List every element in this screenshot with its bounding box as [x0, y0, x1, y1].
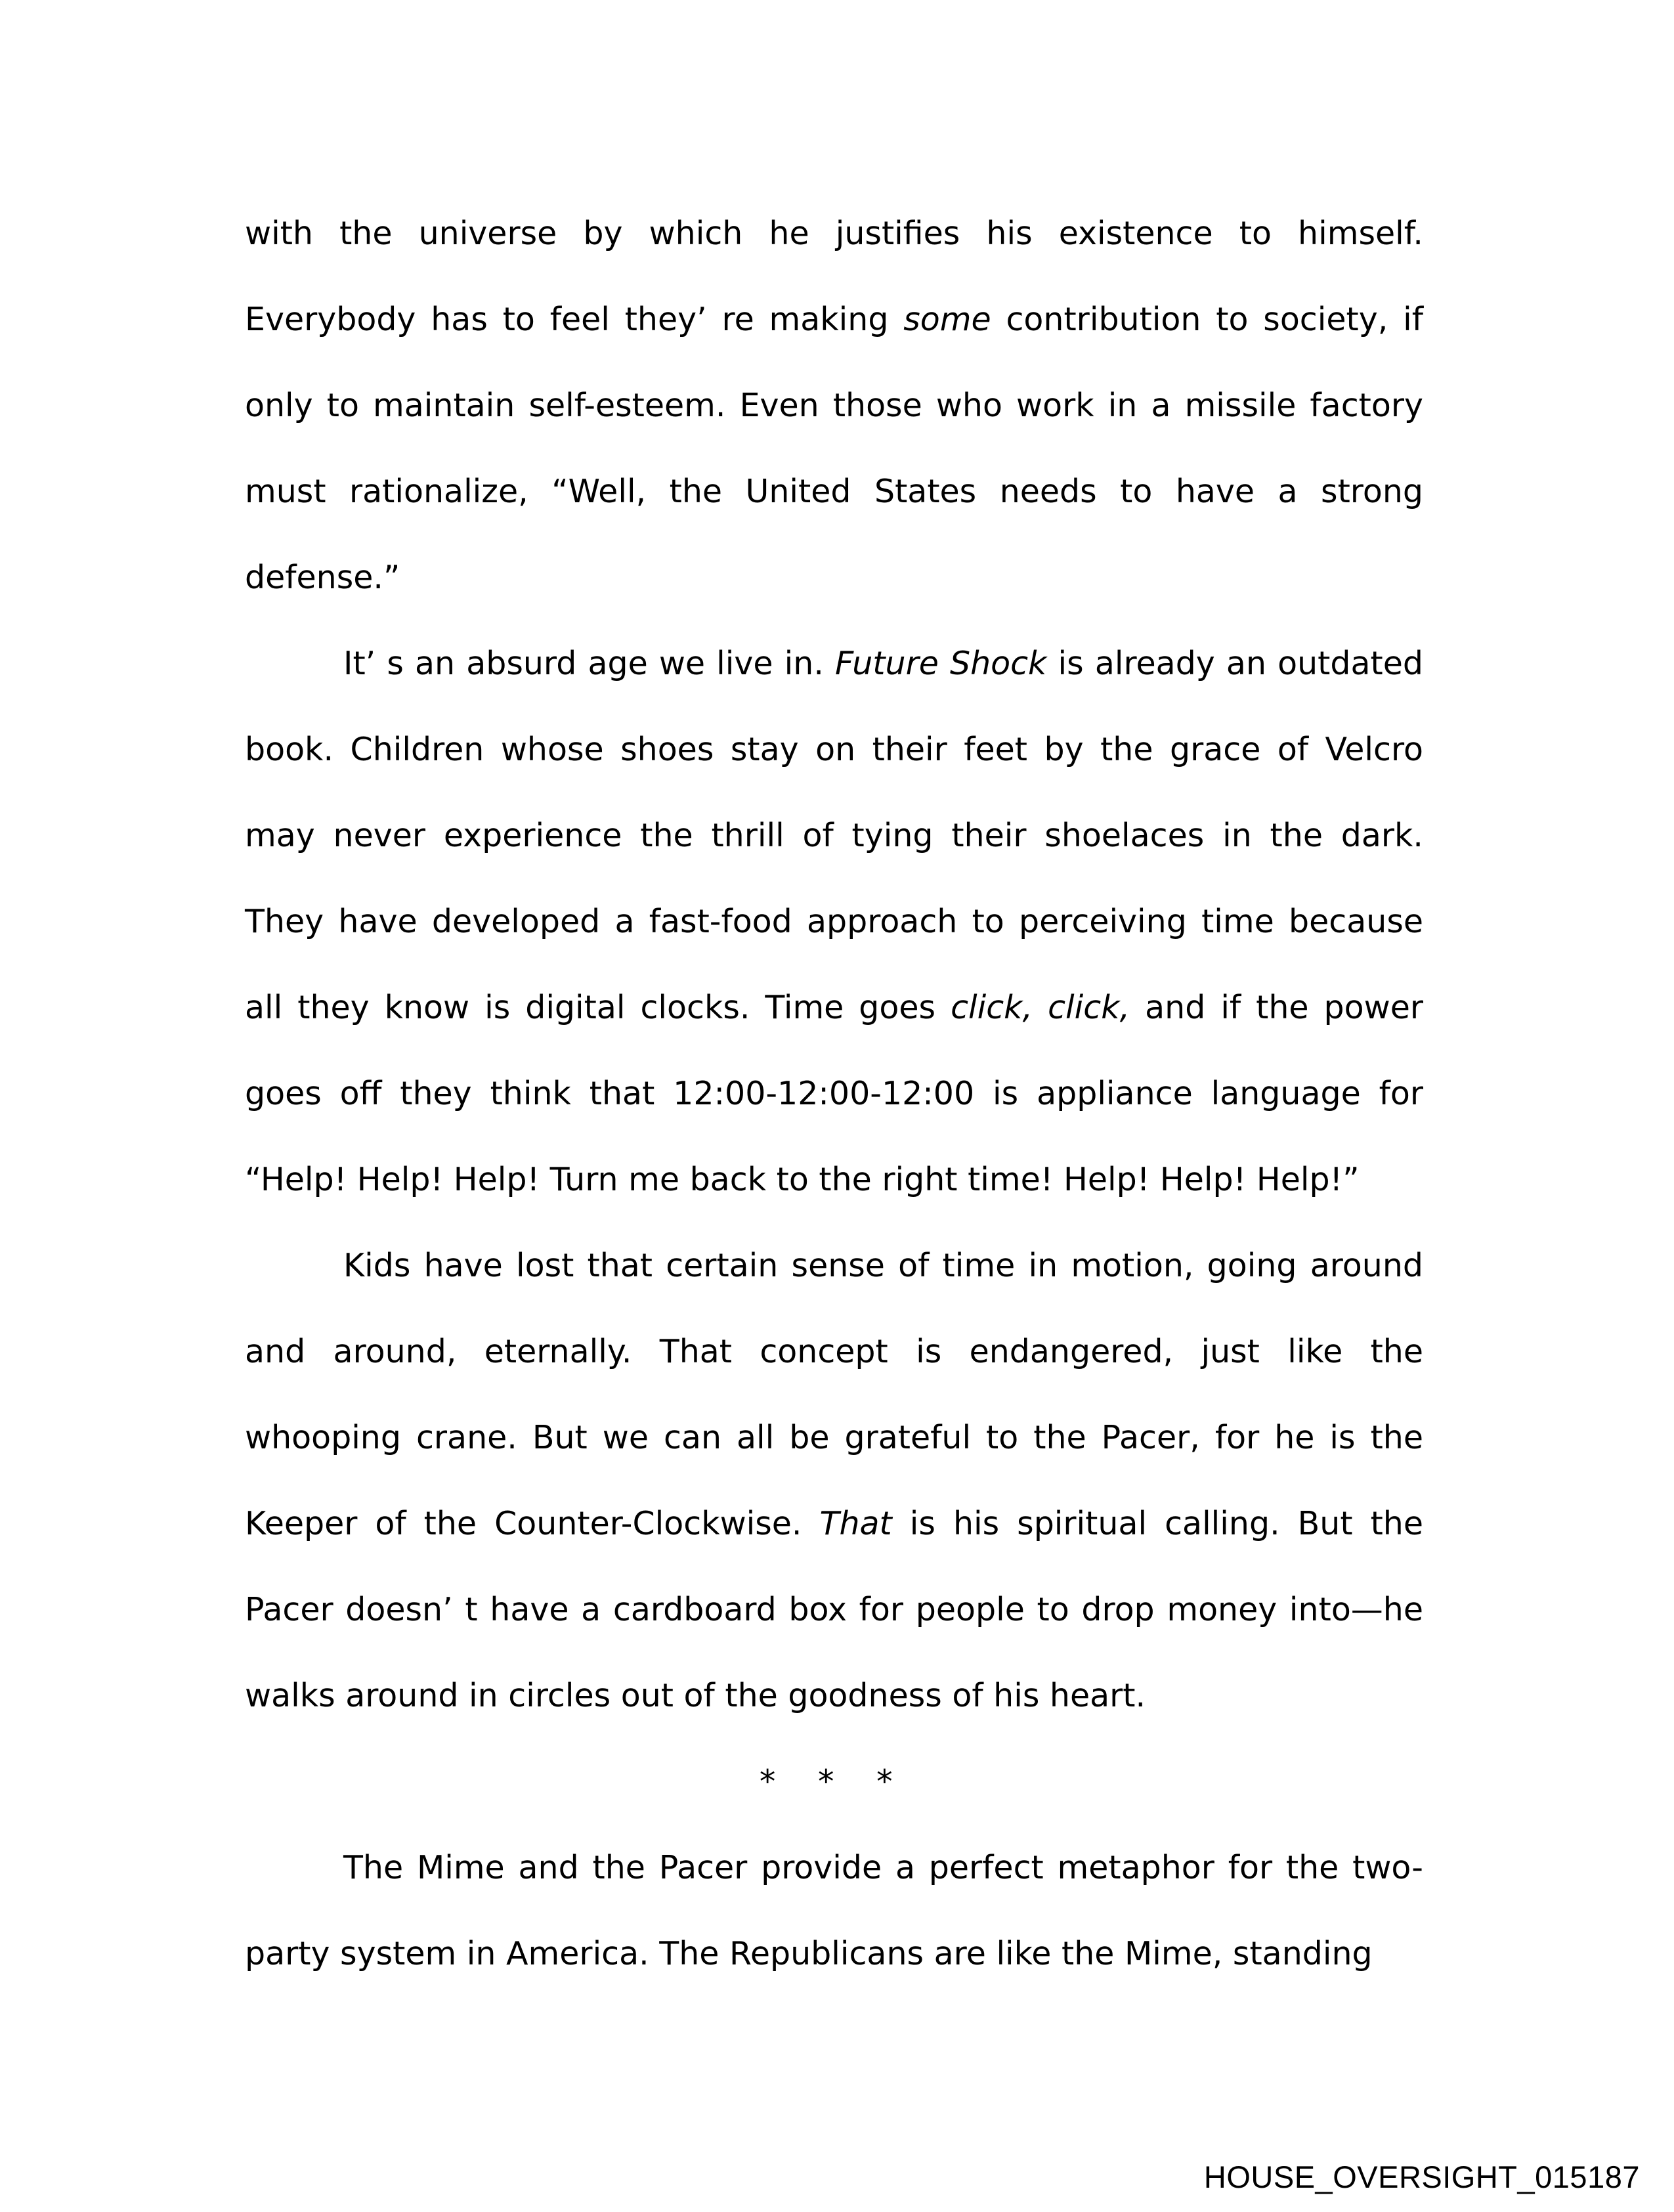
text-run: contribution to society, if only to maintain self-esteem. Even those who work in a missile factory must rationalize, “Well, the United States needs to have a strong defense.” — [245, 301, 1423, 596]
text-run: It’ s an absurd age we live in. — [343, 645, 836, 682]
text-run: is his spiritual calling. But the Pacer doesn’ t have a cardboard box for people to drop money into—he walks around in circles out of the goodness of his heart. — [245, 1505, 1423, 1714]
italic-text: Future Shock — [835, 645, 1047, 682]
paragraph — [245, 190, 1423, 620]
paragraph — [245, 620, 1423, 1223]
italic-text: some — [903, 301, 991, 338]
scene-break: * * * — [759, 1763, 909, 1800]
text-run: The Mime and the Pacer provide a perfect metaphor for the two-party system in America. The Republicans are like the Mime, standing — [245, 1849, 1423, 1972]
italic-text: click, click, — [951, 989, 1130, 1026]
text-run: with the universe by which he justifies his existence to himself. Everybody has to feel they’ re making — [245, 215, 1423, 338]
body-text — [245, 190, 1423, 1997]
text-run: Kids have lost that certain sense of time in motion, going around and around, eternally. That concept is endangered, just like the whooping crane. But we can all be grateful to the Pacer, for he is the Keeper of the Counter-Clockwise. — [245, 1247, 1423, 1542]
paragraph — [245, 1825, 1423, 1997]
text-run: is already an outdated book. Children whose shoes stay on their feet by the grace of Velcro may never experience the thrill of tying their shoelaces in the dark. They have developed a fast-food approach to perceiving time because all they know is digital clocks. Time goes — [245, 645, 1423, 1026]
text-run: and if the power goes off they think that 12:00-12:00-12:00 is appliance language for “Help! Help! Help! Turn me back to the right time! Help! Help! Help!” — [245, 989, 1424, 1198]
paragraph — [245, 1223, 1423, 1739]
bates-number: HOUSE_OVERSIGHT_015187 — [1203, 2159, 1640, 2194]
italic-text: That — [819, 1505, 892, 1542]
